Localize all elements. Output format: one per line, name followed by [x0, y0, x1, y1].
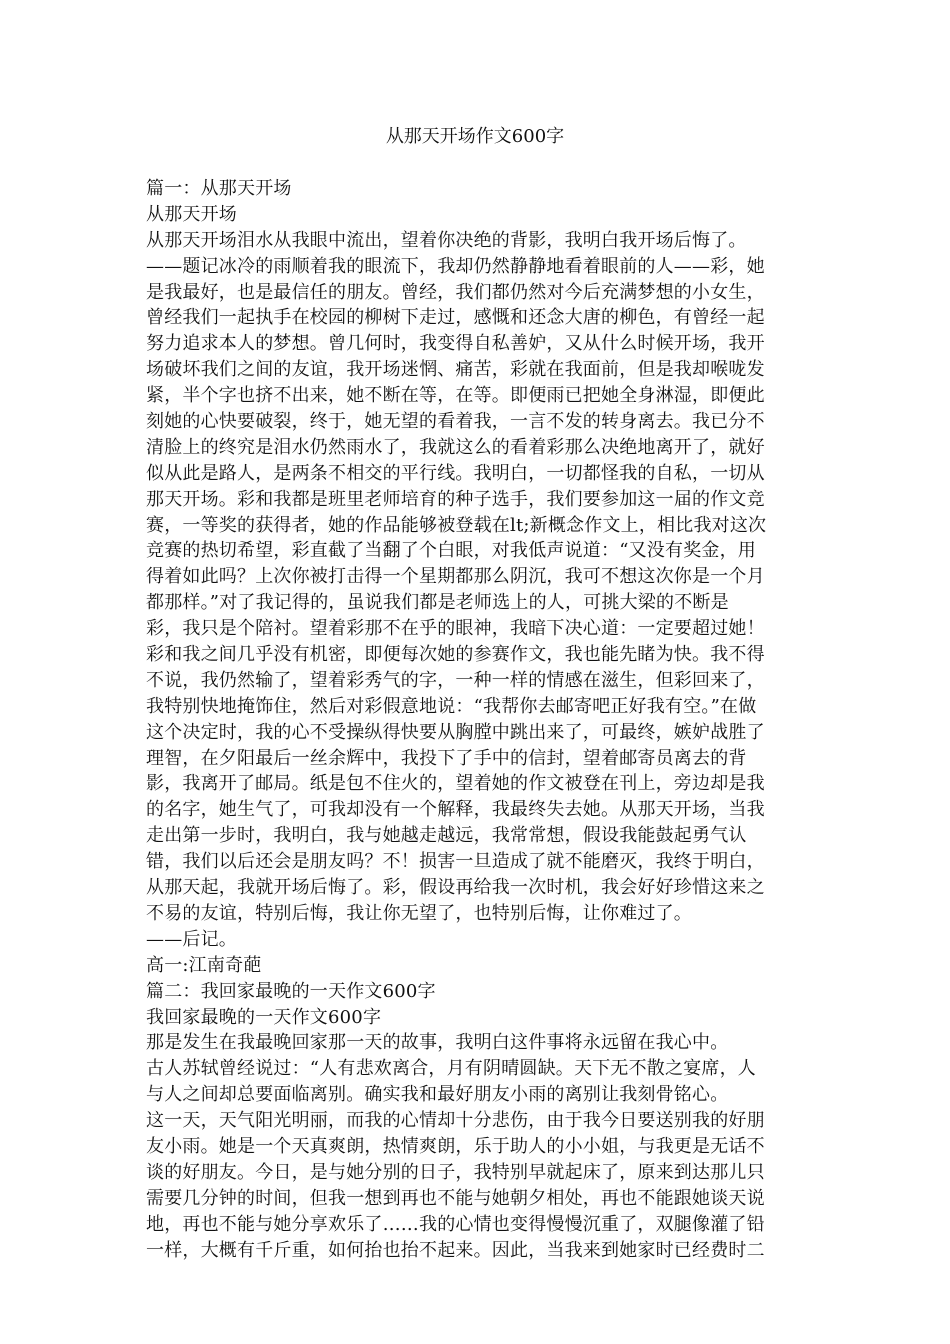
- text-line: 努力追求本人的梦想。曾几何时，我变得自私善妒，又从什么时候开场，我开: [146, 333, 765, 355]
- text-line: 篇二：我回家最晚的一天作文600字: [146, 980, 436, 1002]
- text-line: 曾经我们一起执手在校园的柳树下走过，感慨和还念大唐的柳色，有曾经一起: [146, 307, 765, 329]
- document-body: [146, 176, 806, 1263]
- text-line: 篇一：从那天开场: [146, 178, 292, 199]
- text-line: 清脸上的终究是泪水仍然雨水了，我就这么的看着彩那么决绝地离开了，就好: [146, 436, 765, 458]
- text-line: 高一:江南奇葩: [146, 954, 262, 976]
- text-line: 这一天，天气阳光明丽，而我的心情却十分悲伤，由于我今日要送别我的好朋: [146, 1110, 765, 1132]
- text-line: 得着如此吗？上次你被打击得一个星期都那么阴沉，我可不想这次你是一个月: [146, 566, 765, 588]
- text-line: 彩和我之间几乎没有机密，即便每次她的参赛作文，我也能先睹为快。我不得: [146, 644, 765, 666]
- text-line: 彩，我只是个陪衬。望着彩那不在乎的眼神，我暗下决心道：一定要超过她！: [146, 618, 765, 640]
- text-line: 刻她的心快要破裂，终于，她无望的看着我，一言不发的转身离去。我已分不: [146, 411, 765, 433]
- text-line: 赛，一等奖的获得者，她的作品能够被登载在lt;新概念作文上，相比我对这次: [146, 514, 767, 536]
- text-line: 我特别快地掩饰住，然后对彩假意地说：“我帮你去邮寄吧正好我有空。”在做: [146, 695, 757, 717]
- text-line: ——后记。: [146, 928, 237, 950]
- text-line: 影，我离开了邮局。纸是包不住火的，望着她的作文被登在刊上，旁边却是我: [146, 773, 765, 795]
- text-line: ——题记冰冷的雨顺着我的眼流下，我却仍然静静地看着眼前的人——彩，她: [146, 255, 765, 277]
- text-line: 场破坏我们之间的友谊，我开场迷惘、痛苦，彩就在我面前，但是我却喉咙发: [146, 359, 765, 381]
- text-line: 理智，在夕阳最后一丝余辉中，我投下了手中的信封，望着邮寄员离去的背: [146, 747, 747, 769]
- text-line: 从那天开场: [146, 203, 237, 225]
- text-line: 这个决定时，我的心不受操纵得快要从胸膛中跳出来了，可最终，嫉妒战胜了: [146, 721, 765, 743]
- text-line: 不说，我仍然输了，望着彩秀气的字，一种一样的情感在滋生，但彩回来了，: [146, 669, 765, 691]
- document-title: 从那天开场作文600字: [385, 126, 565, 147]
- text-line: 需要几分钟的时间，但我一想到再也不能与她朝夕相处，再也不能跟她谈天说: [146, 1187, 765, 1209]
- text-line: 的名字，她生气了，可我却没有一个解释，我最终失去她。从那天开场，当我: [146, 799, 765, 821]
- text-line: 走出第一步时，我明白，我与她越走越远，我常常想，假设我能鼓起勇气认: [146, 825, 747, 847]
- text-line: 地，再也不能与她分享欢乐了……我的心情也变得慢慢沉重了，双腿像灌了铅: [146, 1213, 765, 1235]
- text-line: 错，我们以后还会是朋友吗？不！损害一旦造成了就不能磨灭，我终于明白，: [146, 851, 765, 873]
- text-line: 竞赛的热切希望，彩直截了当翻了个白眼，对我低声说道：“又没有奖金，用: [146, 540, 756, 562]
- text-line: 古人苏轼曾经说过：“人有悲欢离合，月有阴晴圆缺。天下无不散之宴席，人: [146, 1058, 756, 1080]
- text-line: 友小雨。她是一个天真爽朗，热情爽朗，乐于助人的小小姐，与我更是无话不: [146, 1135, 765, 1157]
- text-line: 从那天起，我就开场后悔了。彩，假设再给我一次时机，我会好好珍惜这来之: [146, 877, 765, 899]
- text-line: 似从此是路人，是两条不相交的平行线。我明白，一切都怪我的自私，一切从: [146, 462, 765, 484]
- text-line: 谈的好朋友。今日，是与她分别的日子，我特别早就起床了，原来到达那儿只: [146, 1161, 765, 1183]
- text-line: 紧，半个字也挤不出来，她不断在等，在等。即便雨已把她全身淋湿，即便此: [146, 385, 765, 407]
- text-line: 都那样。”对了我记得的，虽说我们都是老师选上的人，可挑大梁的不断是: [146, 592, 729, 614]
- text-line: 一样，大概有千斤重，如何抬也抬不起来。因此，当我来到她家时已经费时二: [146, 1239, 765, 1261]
- text-line: 从那天开场泪水从我眼中流出，望着你决绝的背影，我明白我开场后悔了。: [146, 229, 747, 251]
- text-line: 那天开场。彩和我都是班里老师培育的种子选手，我们要参加这一届的作文竞: [146, 488, 765, 510]
- text-line: 与人之间却总要面临离别。确实我和最好朋友小雨的离别让我刻骨铭心。: [146, 1084, 729, 1106]
- text-line: 不易的友谊，特别后悔，我让你无望了，也特别后悔，让你难过了。: [146, 902, 692, 924]
- text-line: 是我最好，也是最信任的朋友。曾经，我们都仍然对今后充满梦想的小女生，: [146, 281, 765, 303]
- text-line: 我回家最晚的一天作文600字: [146, 1006, 382, 1028]
- text-line: 那是发生在我最晚回家那一天的故事，我明白这件事将永远留在我心中。: [146, 1032, 729, 1054]
